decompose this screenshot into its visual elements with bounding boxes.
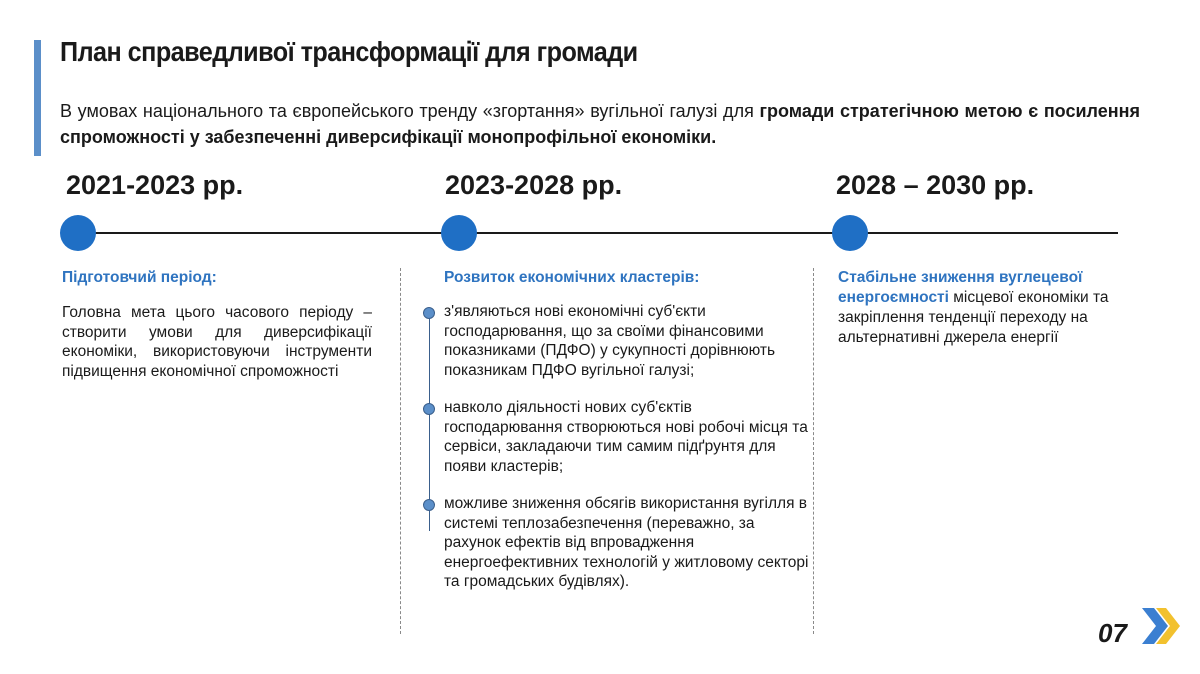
bullet-dot-icon [423,499,435,511]
col1-text: Головна мета цього часового періоду – створити умови для диверсифікації економіки, використовуючи інструменти підвищення економічної спроможності [62,304,372,380]
intro-emphasis: громади стратегічною метою є посилення спроможності у забезпеченні диверсифікації монопрофільної економіки. [60,101,1140,147]
intro-paragraph [60,98,1140,150]
accent-bar [34,40,41,156]
period-label-2: 2023-2028 рр. [445,170,623,200]
timeline-line [78,232,1118,234]
page-number: 07 [1098,618,1127,648]
bullet-text: навколо діяльності нових суб'єктів господарювання створюються нові робочі місця та сервіси, закладаючи тим самим підґрунтя для появи кластерів; [444,399,808,475]
bullet-dot-icon [423,403,435,415]
cluster-bullet-list [422,302,812,610]
col3-text [838,268,1128,347]
double-chevron-logo-icon [1140,602,1180,650]
col2-heading: Розвиток економічних кластерів: [444,269,700,286]
bullet-text: можливе зниження обсягів використання вугілля в системі теплозабезпечення (переважно, за рахунок ефектів від впровадження енергоефективних технологій у житловому секторі та громадських будівлях). [444,495,809,590]
list-item [422,302,812,380]
column-separator-1 [400,268,401,634]
page-title: План справедливої трансформації для громади [60,36,638,67]
bullet-text: з'являються нові економічні суб'єкти господарювання, що за своїми фінансовими показниками (ПДФО) у сукупності дорівнюють показникам ПДФО вугільної галузі; [444,303,776,379]
period-label-3: 2028 – 2030 рр. [836,170,1035,200]
bullet-dot-icon [423,307,435,319]
col3-heading: Стабільне зниження вуглецевої енергоємності [838,269,1083,306]
timeline-node-1 [60,215,96,251]
list-item [422,398,812,476]
col3-body: місцевої економіки та закріплення тенденції переходу на альтернативні джерела енергії [838,289,1109,346]
column-separator-2 [813,268,814,634]
period-label-1: 2021-2023 рр. [66,170,244,200]
intro-text: В умовах національного та європейського тренду «згортання» вугільної галузі для [60,101,760,121]
col1-heading: Підготовчий період: [62,269,217,286]
timeline-node-2 [441,215,477,251]
timeline-node-3 [832,215,868,251]
list-item [422,494,812,592]
